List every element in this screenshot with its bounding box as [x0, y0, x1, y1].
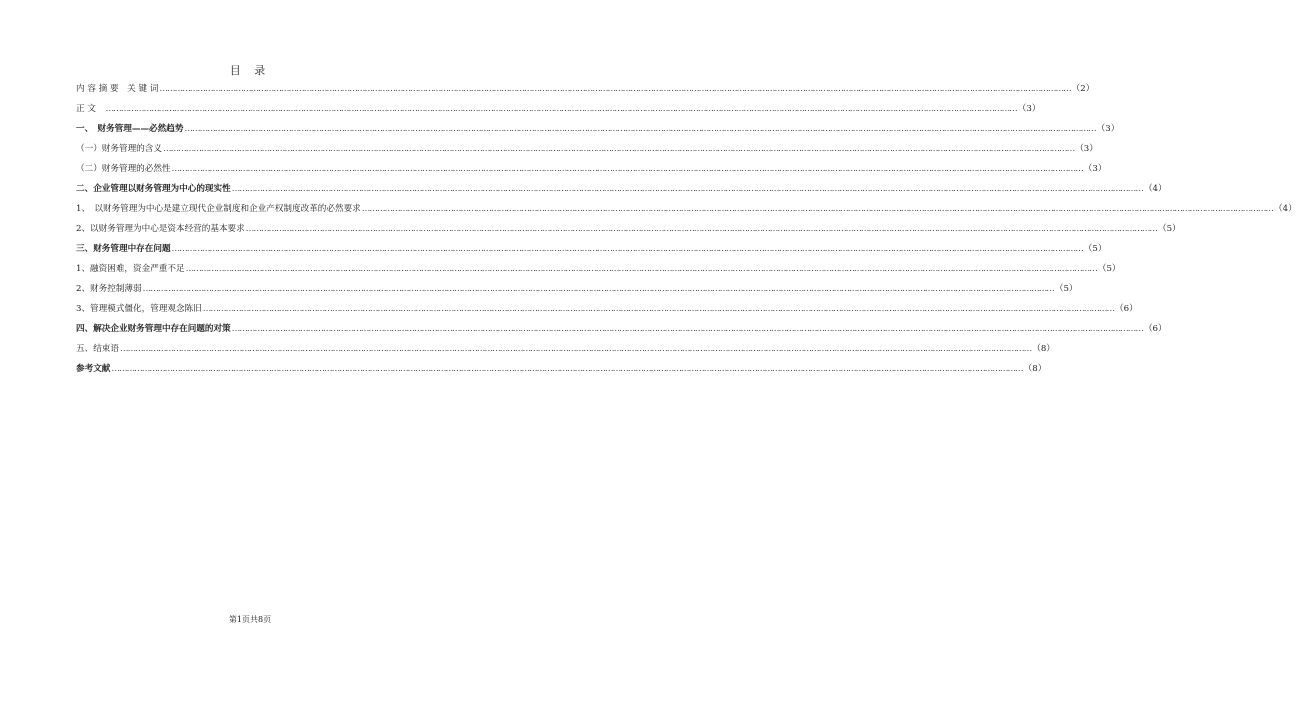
- toc-dot-leader: ………………………………………………………………………………………………………………………………………………………………………………………………………………………………………………………………………………………………………………………………: [184, 124, 1096, 134]
- toc-dot-leader: ………………………………………………………………………………………………………………………………………………………………………………………………………………………………………………………………………………………………………………………………: [159, 84, 1071, 94]
- toc-entry-label: 一、 财务管理——必然趋势: [76, 124, 184, 134]
- toc-entry[interactable]: [76, 82, 1095, 102]
- toc-entry[interactable]: [76, 242, 1107, 262]
- toc-dot-leader: ………………………………………………………………………………………………………………………………………………………………………………………………………………………………………………………………………………………………………………………………: [231, 184, 1143, 194]
- toc-entry-page-number: （3）: [1075, 144, 1098, 154]
- toc-entry-page-number: （6）: [1143, 324, 1167, 334]
- toc-dot-leader: ………………………………………………………………………………………………………………………………………………………………………………………………………………………………………………………………………………………………………………………………: [361, 204, 1274, 214]
- toc-entry[interactable]: [76, 102, 1041, 122]
- toc-dot-leader: ………………………………………………………………………………………………………………………………………………………………………………………………………………………………………………………………………………………………………………………………: [185, 264, 1097, 274]
- toc-dot-leader: ………………………………………………………………………………………………………………………………………………………………………………………………………………………………………………………………………………………………………………………………: [119, 344, 1032, 354]
- toc-entry[interactable]: [76, 222, 1181, 242]
- toc-entry[interactable]: [76, 122, 1120, 142]
- toc-entry-page-number: （2）: [1071, 84, 1095, 94]
- toc-entry-page-number: （8）: [1023, 364, 1047, 374]
- toc-entry-page-number: （6）: [1115, 304, 1138, 314]
- toc-entry-label: 二、企业管理以财务管理为中心的现实性: [76, 184, 231, 194]
- toc-entry-label: 四、解决企业财务管理中存在问题的对策: [76, 324, 231, 334]
- table-of-contents: [76, 82, 1297, 382]
- toc-entry-label: 内 容 摘 要 关 键 词: [76, 84, 159, 94]
- toc-dot-leader: ………………………………………………………………………………………………………………………………………………………………………………………………………………………………………………………………………………………………………………………………: [245, 224, 1157, 234]
- toc-dot-leader: ………………………………………………………………………………………………………………………………………………………………………………………………………………………………………………………………………………………………………………………………: [231, 324, 1143, 334]
- toc-entry-page-number: （4）: [1274, 204, 1297, 214]
- toc-entry[interactable]: [76, 182, 1167, 202]
- toc-entry-page-number: （5）: [1158, 224, 1181, 234]
- toc-entry-label: （二）财务管理的必然性: [76, 164, 171, 174]
- toc-entry[interactable]: [76, 362, 1047, 382]
- toc-entry[interactable]: [76, 322, 1167, 342]
- toc-entry-label: 正 文: [76, 104, 105, 114]
- toc-entry-label: 1、融资困难，资金严重不足: [76, 264, 185, 274]
- toc-title: 目 录: [229, 64, 271, 77]
- toc-entry-label: 2、以财务管理为中心是资本经营的基本要求: [76, 224, 245, 234]
- toc-entry-label: （一）财务管理的含义: [76, 144, 162, 154]
- toc-entry[interactable]: [76, 282, 1078, 302]
- toc-dot-leader: ………………………………………………………………………………………………………………………………………………………………………………………………………………………………………………………………………………………………………………………………: [105, 104, 1017, 114]
- toc-entry-page-number: （3）: [1017, 104, 1041, 114]
- toc-entry-label: 三、财务管理中存在问题: [76, 244, 171, 254]
- toc-entry[interactable]: [76, 302, 1138, 322]
- toc-entry-label: 1、 以财务管理为中心是建立现代企业制度和企业产权制度改革的必然要求: [76, 204, 361, 214]
- toc-dot-leader: ………………………………………………………………………………………………………………………………………………………………………………………………………………………………………………………………………………………………………………………………: [162, 144, 1075, 154]
- toc-entry[interactable]: [76, 262, 1121, 282]
- toc-entry-page-number: （4）: [1143, 184, 1167, 194]
- toc-dot-leader: ………………………………………………………………………………………………………………………………………………………………………………………………………………………………………………………………………………………………………………………………: [111, 364, 1023, 374]
- toc-entry[interactable]: [76, 342, 1055, 362]
- toc-entry-label: 五、结束语: [76, 344, 119, 354]
- toc-dot-leader: ………………………………………………………………………………………………………………………………………………………………………………………………………………………………………………………………………………………………………………………………: [171, 164, 1083, 174]
- toc-entry-label: 3、管理模式僵化，管理观念陈旧: [76, 304, 202, 314]
- toc-entry-page-number: （5）: [1054, 284, 1078, 294]
- toc-entry-page-number: （3）: [1096, 124, 1120, 134]
- toc-dot-leader: ………………………………………………………………………………………………………………………………………………………………………………………………………………………………………………………………………………………………………………………………: [202, 304, 1115, 314]
- toc-entry-page-number: （5）: [1097, 264, 1121, 274]
- toc-entry[interactable]: [76, 202, 1297, 222]
- toc-entry[interactable]: [76, 162, 1107, 182]
- toc-entry-page-number: （8）: [1032, 344, 1055, 354]
- page-footer: 第1页共8页: [228, 615, 272, 624]
- toc-entry-page-number: （3）: [1083, 164, 1107, 174]
- toc-entry-page-number: （5）: [1083, 244, 1107, 254]
- toc-entry-label: 参考文献: [76, 364, 111, 374]
- toc-entry-label: 2、财务控制薄弱: [76, 284, 142, 294]
- toc-entry[interactable]: [76, 142, 1098, 162]
- toc-dot-leader: ………………………………………………………………………………………………………………………………………………………………………………………………………………………………………………………………………………………………………………………………: [171, 244, 1083, 254]
- toc-dot-leader: ………………………………………………………………………………………………………………………………………………………………………………………………………………………………………………………………………………………………………………………………: [142, 284, 1054, 294]
